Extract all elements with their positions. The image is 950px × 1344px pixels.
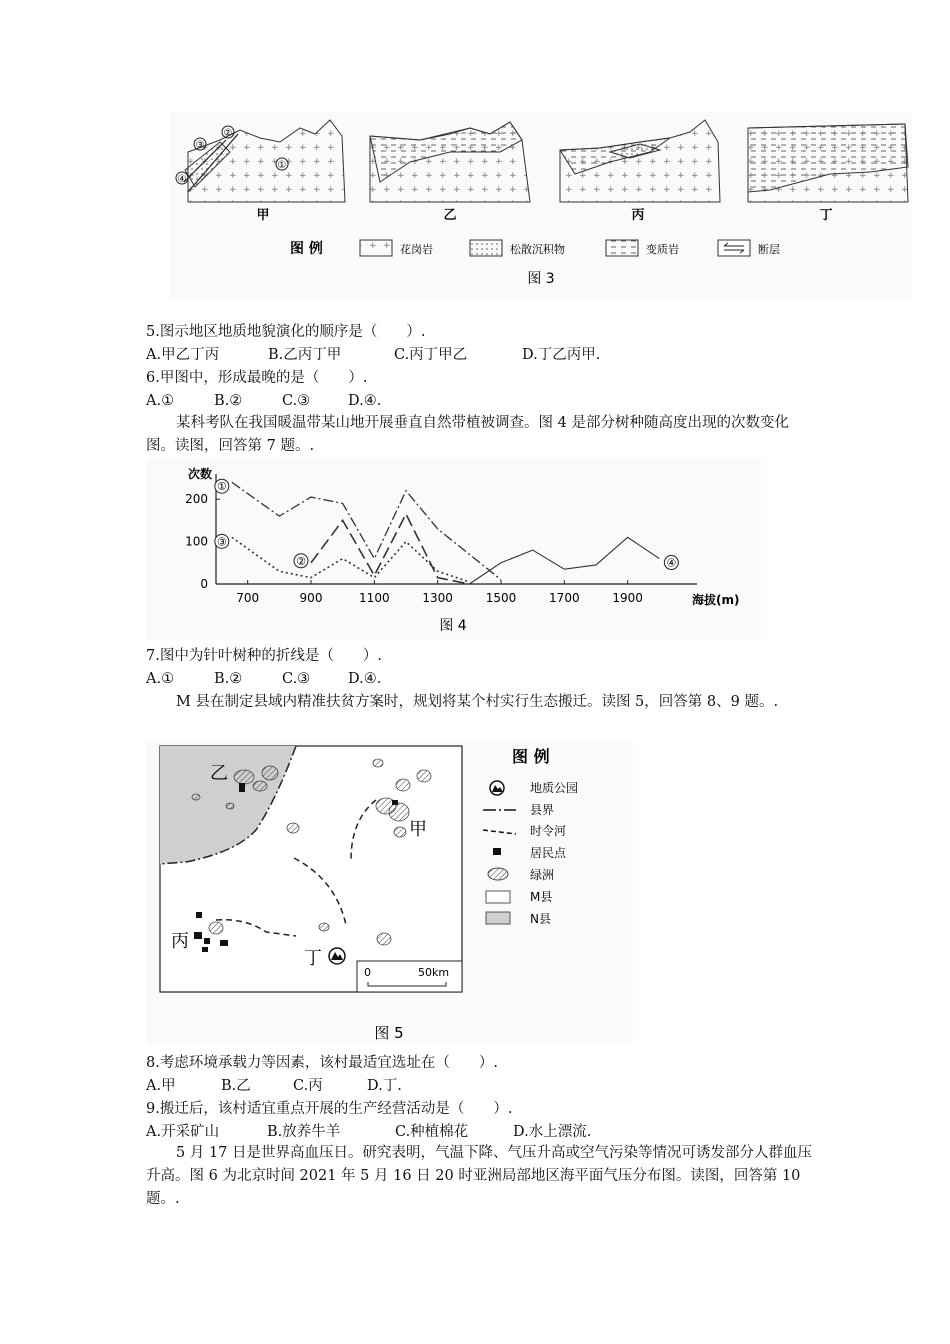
y-tick-label: 0: [200, 577, 208, 591]
svg-text:变质岩: 变质岩: [646, 243, 679, 256]
q9-option-a[interactable]: A.开采矿山: [146, 1124, 220, 1140]
intro-q10: 5 月 17 日是世界高血压日。研究表明，气温下降、气压升高或空气污染等情况可诱发部分人群血压升高。图 6 为北京时间 2021 年 5 月 16 日 20 时亚洲局部地区海平面气压分布图。读图，回答第 10 题。.: [146, 1145, 812, 1207]
q7-option-b[interactable]: B.②: [214, 671, 243, 687]
panel-label-ding: 丁: [819, 208, 833, 223]
legend-title: 图 例: [290, 241, 323, 257]
svg-text:居民点: 居民点: [530, 846, 567, 860]
svg-text:M县: M县: [530, 890, 553, 904]
q8-option-b[interactable]: B.乙: [221, 1078, 251, 1094]
panel-ding: [748, 124, 908, 223]
x-tick-label: 900: [299, 591, 323, 605]
series-label-4: ④: [666, 556, 677, 570]
legend-m-county: [486, 891, 510, 903]
granite-swatch: [360, 240, 392, 256]
fault-swatch: [718, 240, 750, 256]
q7-stem: 7.图中为针叶树种的折线是（ ）.: [146, 648, 382, 664]
figure-4-caption: 图 4: [439, 618, 467, 634]
svg-text:时令河: 时令河: [530, 824, 567, 838]
svg-text:断层: 断层: [758, 243, 780, 256]
svg-text:绿洲: 绿洲: [530, 868, 555, 882]
x-tick-label: 1300: [422, 591, 453, 605]
place-jia: 甲: [409, 819, 427, 840]
q6-options: [146, 391, 381, 411]
q7-option-c[interactable]: C.③: [282, 671, 311, 687]
q8-stem: 8.考虑环境承载力等因素，该村最适宜选址在（ ）.: [146, 1055, 498, 1071]
y-tick-label: 200: [185, 492, 208, 507]
legend-river: [483, 830, 516, 834]
svg-text:④: ④: [177, 174, 187, 185]
q9-option-c[interactable]: C.种植棉花: [395, 1124, 469, 1140]
q5-option-b[interactable]: B.乙丙丁甲: [268, 347, 342, 363]
intro-q7: 某科考队在我国暖温带某山地开展垂直自然带植被调查。图 4 是部分树种随高度出现的次数变化图。读图，回答第 7 题。.: [146, 415, 789, 454]
q6-option-d[interactable]: D.④.: [348, 393, 382, 409]
series-label-1: ①: [216, 480, 227, 494]
svg-text:①: ①: [277, 160, 287, 171]
q6-option-a[interactable]: A.①: [146, 393, 175, 409]
panel-label-jia: 甲: [256, 208, 270, 223]
q8-options: [146, 1076, 402, 1096]
metamorphic-swatch: [606, 240, 638, 256]
q5-option-d[interactable]: D.丁乙丙甲.: [522, 347, 601, 363]
intro-q8: M 县在制定县域内精准扶贫方案时，规划将某个村实行生态搬迁。读图 5，回答第 8、9 题。.: [176, 694, 779, 710]
q9-options: [146, 1122, 591, 1142]
q6-option-c[interactable]: C.③: [282, 393, 311, 409]
place-yi: 乙: [210, 763, 228, 784]
svg-text:花岗岩: 花岗岩: [400, 243, 433, 256]
x-tick-label: 1900: [612, 591, 643, 605]
q8-option-d[interactable]: D.丁.: [367, 1078, 402, 1094]
svg-text:地质公园: 地质公园: [530, 781, 579, 795]
legend-n-county: [486, 912, 510, 924]
x-tick-label: 1700: [549, 591, 580, 605]
x-axis-label: 海拔(m): [692, 593, 740, 607]
series-label-2: ②: [296, 554, 306, 568]
panel-yi: [370, 122, 530, 223]
panel-label-yi: 乙: [443, 208, 457, 223]
place-bing: 丙: [171, 931, 189, 952]
scale-50km: 50km: [418, 966, 450, 979]
place-ding: 丁: [304, 948, 322, 969]
legend-oasis: [488, 868, 508, 880]
q5-option-c[interactable]: C.丙丁甲乙: [394, 347, 468, 363]
q9-option-b[interactable]: B.放养牛羊: [267, 1124, 341, 1140]
svg-text:N县: N县: [530, 912, 551, 926]
figure-3: [170, 112, 912, 300]
legend-settlement: [493, 848, 501, 855]
x-tick-label: 700: [236, 591, 260, 605]
q8-option-a[interactable]: A.甲: [146, 1078, 176, 1094]
q7-option-a[interactable]: A.①: [146, 671, 175, 687]
panel-bing: [560, 120, 720, 223]
x-tick-label: 1500: [485, 591, 517, 605]
svg-text:②: ②: [223, 128, 233, 139]
series-line-2: [311, 514, 469, 584]
svg-text:③: ③: [195, 140, 205, 151]
y-tick-label: 100: [185, 534, 208, 549]
figure-4-chart: [146, 458, 761, 640]
scale-zero: 0: [364, 966, 371, 979]
figure-3-legend: [290, 240, 780, 257]
figure-3-svg: [170, 112, 912, 300]
q7-option-d[interactable]: D.④.: [348, 671, 382, 687]
figure-5-legend: [483, 747, 578, 926]
series-line-1: [232, 482, 501, 580]
panel-label-bing: 丙: [631, 208, 645, 223]
figure-5: [146, 740, 633, 1045]
svg-text:县界: 县界: [530, 803, 555, 817]
q9-option-d[interactable]: D.水上漂流.: [513, 1124, 592, 1140]
legend-title: 图 例: [512, 747, 550, 766]
y-axis-label: 次数: [188, 467, 213, 481]
x-tick-label: 1100: [359, 591, 390, 605]
figure-5-map: [146, 740, 633, 1045]
sediment-swatch: [470, 240, 502, 256]
q5-options: [146, 345, 600, 365]
q6-option-b[interactable]: B.②: [214, 393, 243, 409]
panel-jia: [176, 120, 345, 223]
svg-text:松散沉积物: 松散沉积物: [510, 243, 565, 256]
series-label-3: ③: [216, 535, 227, 549]
q5-option-a[interactable]: A.甲乙丁丙: [146, 347, 220, 363]
series-line-3: [232, 537, 470, 582]
q9-stem: 9.搬迁后，该村适宜重点开展的生产经营活动是（ ）.: [146, 1101, 513, 1117]
q7-options: [146, 669, 381, 689]
q5-stem: 5.图示地区地质地貌演化的顺序是（ ）.: [146, 324, 426, 340]
q6-stem: 6.甲图中，形成最晚的是（ ）.: [146, 370, 368, 386]
figure-3-caption: 图 3: [527, 271, 555, 287]
figure-5-caption: 图 5: [374, 1024, 404, 1042]
figure-4: [146, 458, 761, 640]
q8-option-c[interactable]: C.丙: [293, 1078, 323, 1094]
